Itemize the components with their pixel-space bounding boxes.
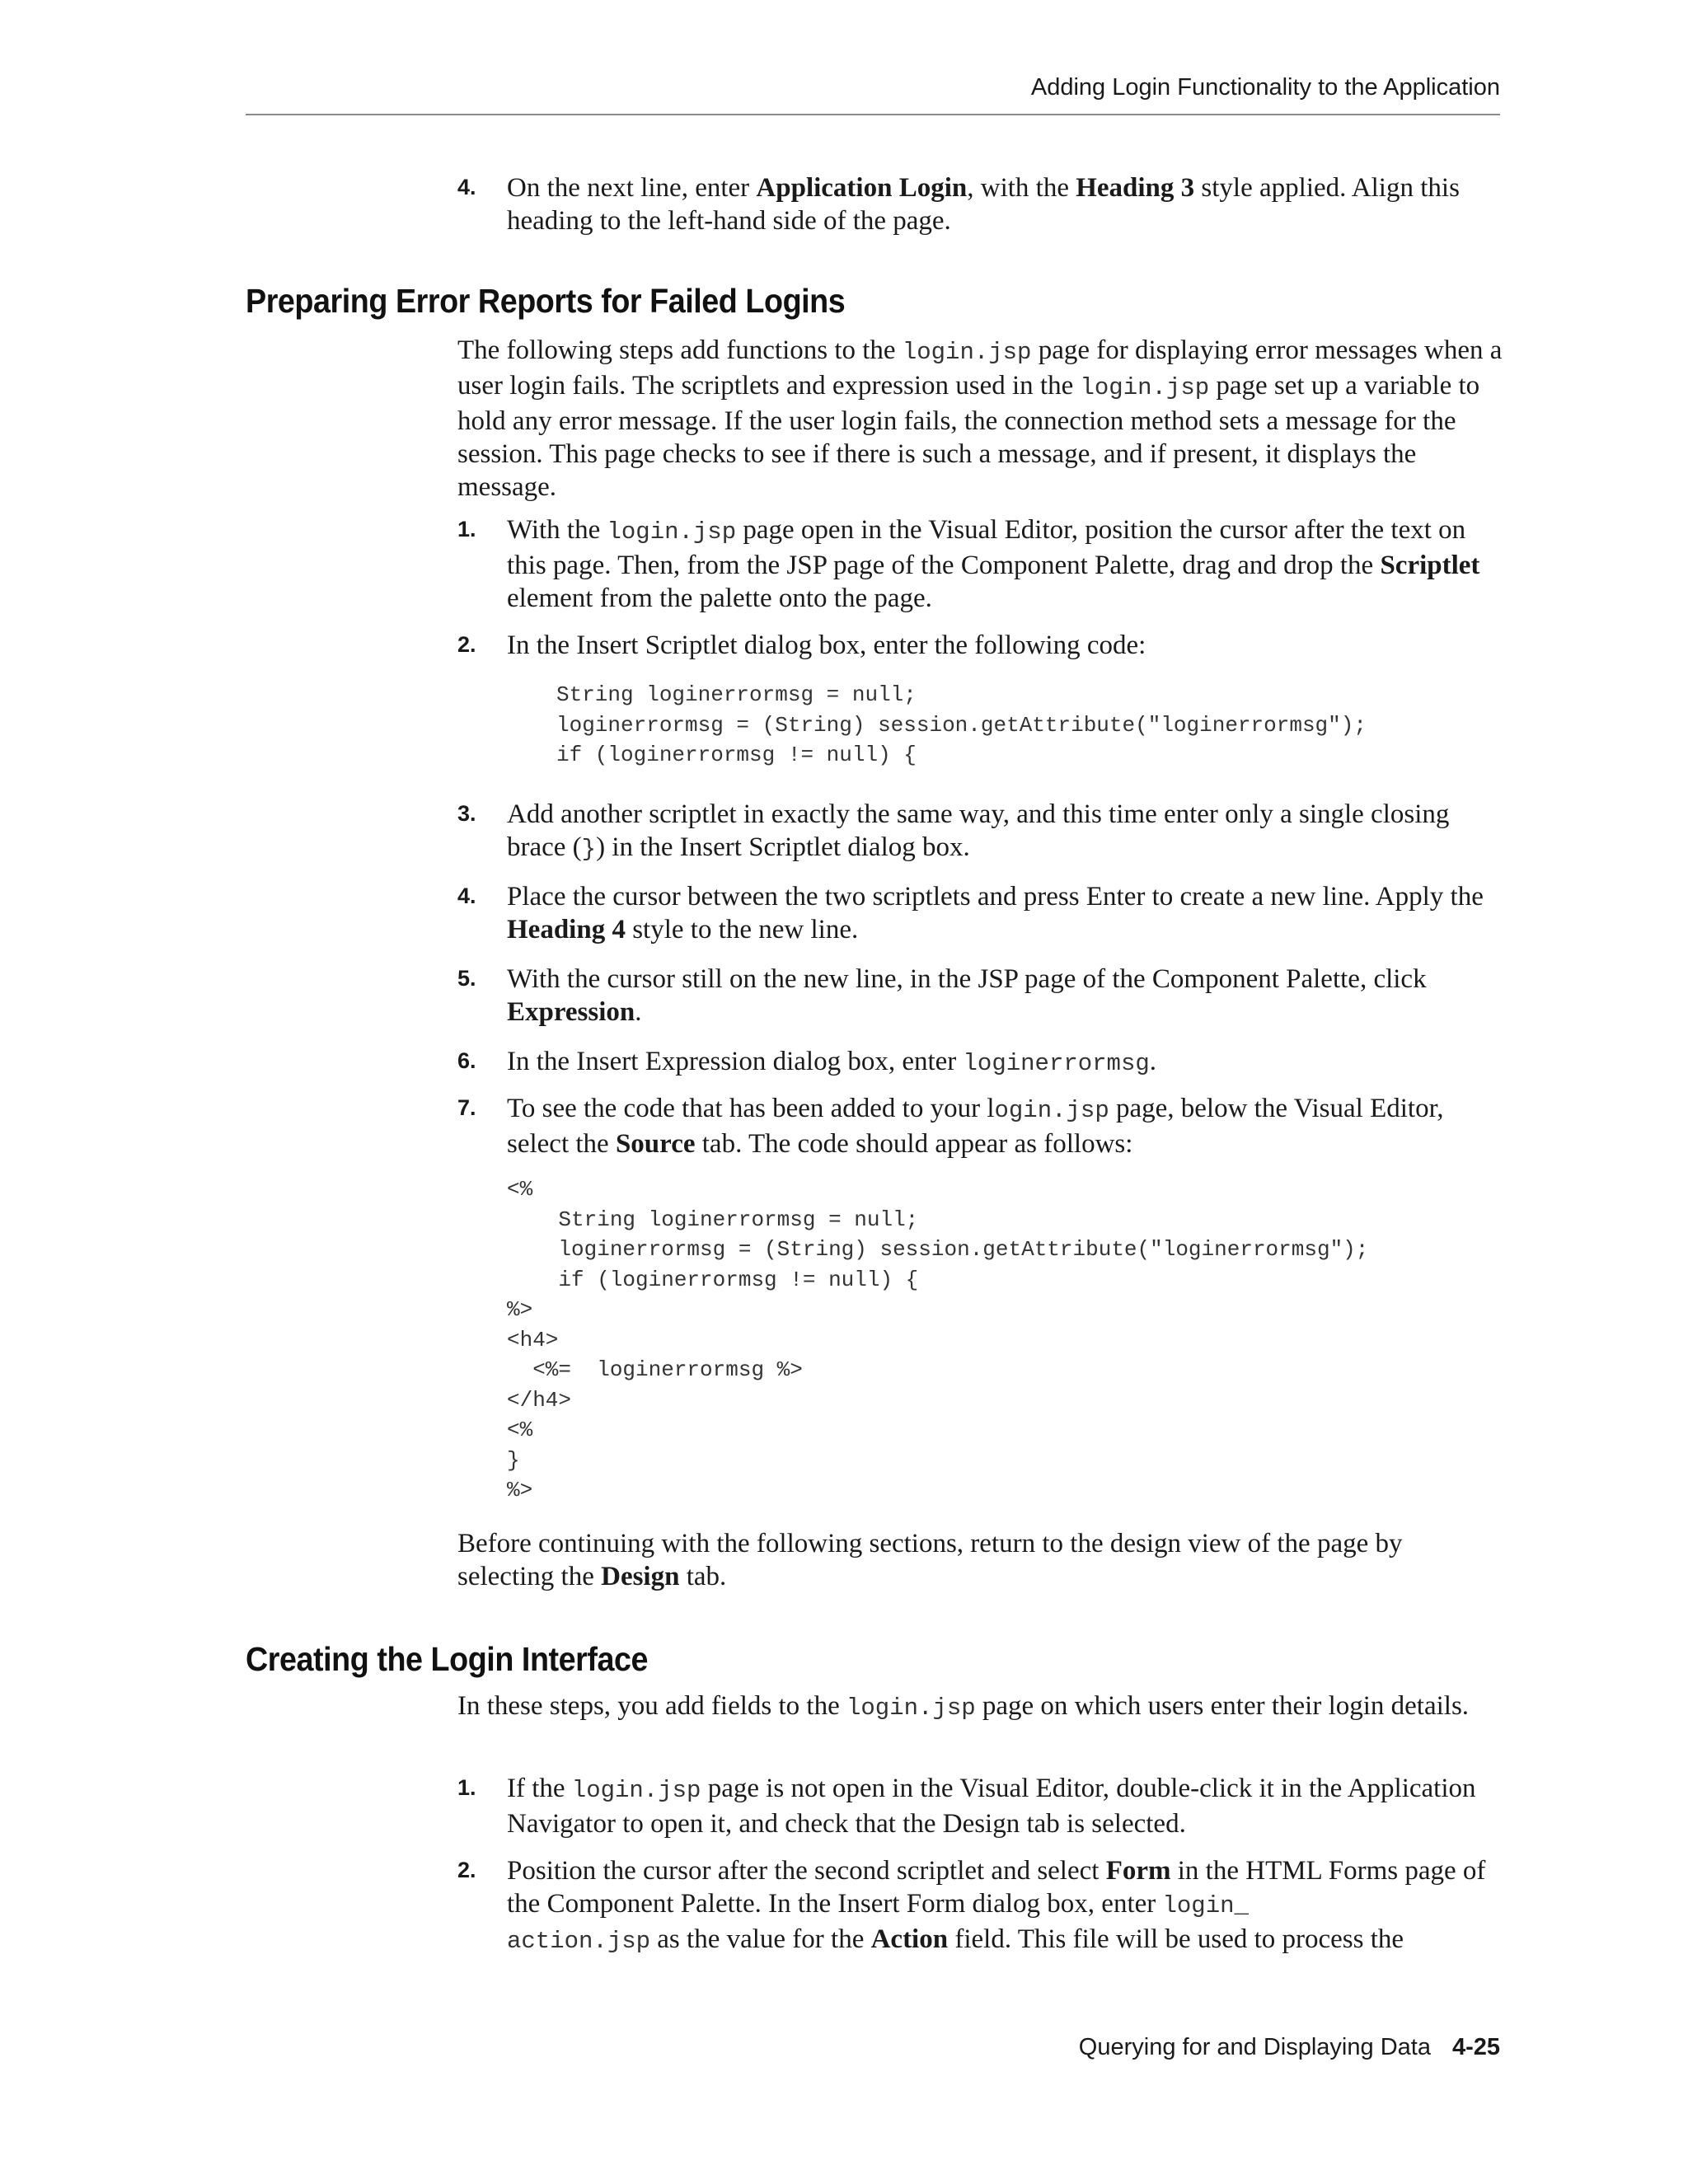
step-text: Place the cursor between the two scriptlets and press Enter to create a new line. Apply the Heading 4 style to the new line. <box>507 882 1484 944</box>
header-rule <box>246 114 1500 115</box>
step-number: 2. <box>457 632 476 657</box>
step-text: Position the cursor after the second scriptlet and select Form in the HTML Forms page of the Component Palette. In the Insert Form dialog box, enter login_ action.jsp as the value for the Action field. This file will be used to process the <box>507 1856 1486 1955</box>
section1-intro-paragraph: The following steps add functions to the login.jsp page for displaying error messages when a user login fails. The scriptlets and expression used in the login.jsp page set up a variable to hold any error message. If the user login fails, the connection method sets a message for the session. This page checks to see if there is such a message, and if present, it displays the message. <box>457 335 1503 502</box>
step-number: 7. <box>457 1095 476 1120</box>
step-number: 2. <box>457 1858 476 1882</box>
running-footer <box>1079 2034 1500 2061</box>
step-text: With the login.jsp page open in the Visual Editor, position the cursor after the text on this page. Then, from the JSP page of the Component Palette, drag and drop the Scriptlet element from the palette onto the page. <box>507 515 1480 613</box>
step-text: In the Insert Expression dialog box, enter loginerrormsg. <box>507 1047 1157 1077</box>
step-number: 1. <box>457 517 476 541</box>
step-text: With the cursor still on the new line, in the JSP page of the Component Palette, click Expression. <box>507 964 1427 1027</box>
section2-intro-paragraph: In these steps, you add fields to the login.jsp page on which users enter their login details. <box>457 1691 1470 1722</box>
step-number: 1. <box>457 1775 476 1800</box>
section1-closing-paragraph: Before continuing with the following sections, return to the design view of the page by selecting the Design tab. <box>457 1529 1403 1591</box>
step-number: 5. <box>457 966 476 991</box>
step-text: Add another scriptlet in exactly the same way, and this time enter only a single closing brace (}) in the Insert Scriptlet dialog box. <box>507 799 1450 863</box>
page-number: 4-25 <box>1451 2034 1500 2060</box>
step-text: In the Insert Scriptlet dialog box, enter the following code: <box>507 630 1146 660</box>
step-number: 4. <box>457 883 476 908</box>
code-sample-scriptlet: String loginerrormsg = null; loginerrormsg = (String) session.getAttribute("loginerrormsg"); if (loginerrormsg != null) { <box>556 682 1367 767</box>
step-text: If the login.jsp page is not open in the Visual Editor, double-click it in the Application Navigator to open it, and check that the Design tab is selected. <box>507 1774 1476 1839</box>
code-sample-source-view: <% String loginerrormsg = null; loginerrormsg = (String) session.getAttribute("loginerrormsg"); if (loginerrormsg != null) { %> <h4> <%= loginerrormsg %> </h4> <% } %> <box>507 1177 1369 1502</box>
running-header: Adding Login Functionality to the Application <box>1030 74 1500 101</box>
section-heading-error-reports: Preparing Error Reports for Failed Logins <box>246 282 846 320</box>
step-text: On the next line, enter Application Login, with the Heading 3 style applied. Align this heading to the left-hand side of the page. <box>507 173 1460 236</box>
step-number: 3. <box>457 801 476 826</box>
step-number: 6. <box>457 1048 476 1073</box>
footer-title: Querying for and Displaying Data <box>1078 2034 1431 2060</box>
step-text: To see the code that has been added to your login.jsp page, below the Visual Editor, select the Source tab. The code should appear as follows: <box>507 1094 1444 1159</box>
step-number: 4. <box>457 175 476 199</box>
section-heading-login-interface: Creating the Login Interface <box>246 1640 649 1678</box>
